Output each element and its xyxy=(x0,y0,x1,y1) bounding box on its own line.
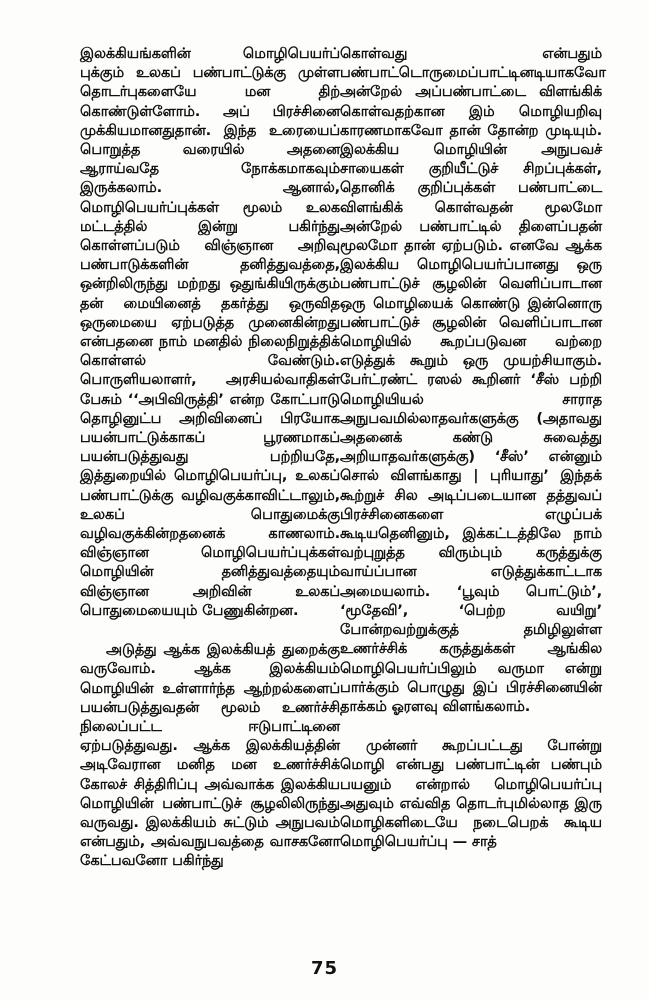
right-column xyxy=(340,44,606,851)
left-paragraph-2: அடுத்து ஆக்க இலக்கியத் துறைக்கு வருவோம். ஆக்க இலக்கியம் மொழியின் உள்ளார்ந்த ஆற்றல்களைப் பயன்படுத்துவதன் மூலம் உணர்ச்சி நிலைப்பட்ட ஈடுபாட்டினை ஏற்படுத்துவது. ஆக்க இலக்கியத்தின் அடிவேரான மனித மன உணர்ச்சிக் கோலச் சித்திரிப்பு அவ்வாக்க இலக்கிய மொழியின் பண்பாட்டுச் சூழலிலிருந்து வருவது. இலக்கியம் சுட்டும் அநுபவம் என்பதும், அவ்வநுபவத்தை வாசகனோ கேட்பவனோ பகிர்ந்து xyxy=(80,641,340,870)
right-paragraph-1: கொள்வது என்பதும் பண்பாட்டொருமைப்பாட்டினடியாகவோ அன்றேல் அப்பண்பாட்டை விளங்கிக் கொள்வதற்கான இம் மொழியறிவு காரணமாகவோ தான் தோன்ற முடியும். இலக்கிய மொழியின் அநுபவச் சாயைகள் குறியீட்டுச் சிறப்புக்கள், தொனிக் குறிப்புக்கள் பண்பாட்டை விளங்கிக் கொள்வதன் மூலமோ அன்றேல் பண்பாட்டில் திளைப்பதன் மூலமோ தான் ஏற்படும். எனவே ஆக்க இலக்கிய மொழிபெயர்ப்பானது ஒரு பண்பாட்டுச் சூழலின் வெளிப்பாடான ஒரு மொழியைக் கொண்டு இன்னொரு பண்பாட்டுச் சூழலின் வெளிப்பாடான மொழியில் கூறப்படுவன வற்றை எடுத்துக் கூறும் ஒரு முயற்சியாகும். பேர்ட்ரண்ட் ரஸல் கூறினர் ‘சீஸ் பற்றி மொழியியல் சாராத அநுபவமில்லாதவர்களுக்கு (அதாவது அதனைக் கண்டு சுவைத்து அறியாதவர்களுக்கு) ‘சீஸ்’ என்னும் சொல் விளங்காது | புரியாது’ இந்தக் கூற்றுச் சில அடிப்படையான தத்துவப் பிரச்சினைகளை எழுப்பக் கூடியதெனினும், இக்கட்டத்திலே நாம் வற்புறுத்த விரும்பும் கருத்துக்கு வாய்ப்பான எடுத்துக்காட்டாக அமையலாம். ‘பூவும் பொட்டும்’, ‘மூதேவி’, ‘பெற்ற வயிறு’ போன்றவற்றுக்குத் தமிழிலுள்ள உணர்ச்சிக் கருத்துக்கள் ஆங்கில மொழிபெயர்ப்பிலும் வருமா என்று பார்க்கும் பொழுது இப் பிரச்சினையின் தாக்கம் ஓரளவு விளங்கலாம். xyxy=(340,45,606,715)
left-column xyxy=(80,44,340,871)
left-paragraph-1: இலக்கியங்களின் மொழிபெயர்ப் புக்கும் உலகப் பண்பாட்டுக்கு முள்ள தொடர்புகளையே மன திற் கொண்டுள்ளோம். அப் பிரச்சினை முக்கியமானதுதான். இந்த உரையைப் பொறுத்த வரையில் அதனை ஆராய்வதே நோக்கமாகவும் இருக்கலாம். ஆனால், மொழிபெயர்ப்புக்கள் மூலம் உலக மட்டத்தில் இன்று பகிர்ந்து கொள்ளப்படும் விஞ்ஞான அறிவு பண்பாடுக்களின் தனித்துவத்தை, ஒன்றிலிருந்து மற்றது ஒதுங்கியிருக்கும் தன் மையினைத் தகர்த்து ஒருவித ஒருமையை ஏற்படுத்த முனைகின்றது என்பதனை நாம் மனதில் நிலைநிறுத்திக் கொள்ளல் வேண்டும். பொருளியலாளர், அரசியல்வாதிகள் பேசும் ‘‘அபிவிருத்தி’ என்ற கோட்பாடு தொழினுட்ப அறிவினைப் பிரயோக பயன்பாட்டுக்காகப் பூரணமாகப் பயன்படுத்துவது பற்றியதே, இத்துறையில் மொழிபெயர்ப்பு, உலகப் பண்பாட்டுக்கு வழிவகுக்காவிட்டாலும், உலகப் பொதுமைக்கு வழிவகுக்கின்றதனைக் காணலாம். விஞ்ஞான மொழிபெயர்ப்புக்கள் மொழியின் தனித்துவத்தையும் விஞ்ஞான அறிவின் உலகப் பொதுமையையும் பேணுகின்றன. xyxy=(80,45,340,619)
page-number: 75 xyxy=(310,958,339,979)
right-paragraph-2: முன்னர் கூறப்பட்டது போன்று மொழி என்பது பண்பாட்டின் பண்பும் பயனும் என்றால் மொழிபெயர்ப்பு அதுவும் எவ்வித தொடர்புமில்லாத இரு மொழிகளிடையே நடைபெறக் கூடிய மொழிபெயர்ப்பு — சாத் xyxy=(340,737,602,851)
